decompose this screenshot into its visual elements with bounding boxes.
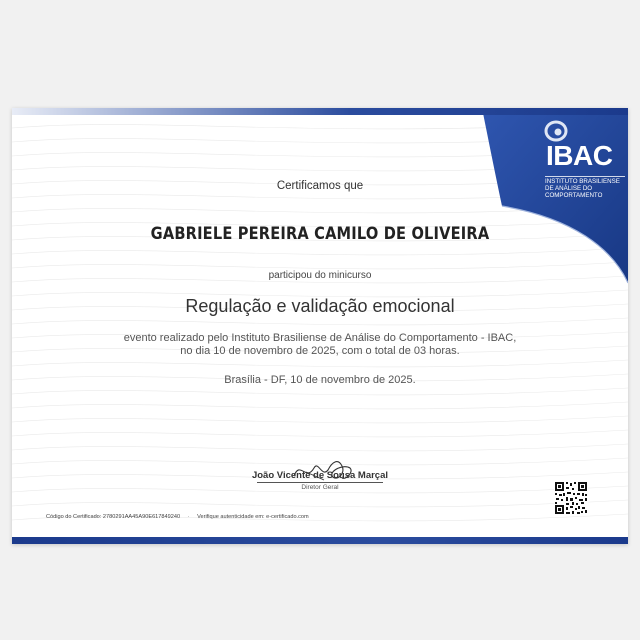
event-line-1: evento realizado pelo Instituto Brasiliense de Análise do Comportamento - IBAC, xyxy=(123,332,517,344)
signer-role: Diretor Geral xyxy=(301,484,339,491)
course-title: Regulação e validação emocional xyxy=(185,296,455,316)
code-value: 2780291AA45A90E617849240 xyxy=(102,514,181,520)
footer-separator: · xyxy=(187,514,190,520)
participation-text: participou do minicurso xyxy=(268,270,372,281)
certify-intro: Certificamos que xyxy=(276,180,364,192)
place-date: Brasília - DF, 10 de novembro de 2025. xyxy=(224,374,416,386)
logo-subtitle-line-1: INSTITUTO BRASILIENSE xyxy=(545,178,620,185)
signer-name: João Vicente de Sousa Marçal xyxy=(251,470,389,481)
logo-wordmark: IBAC xyxy=(546,140,613,171)
recipient-name: GABRIELE PEREIRA CAMILO DE OLIVEIRA xyxy=(150,224,490,244)
logo-subtitle-line-3: COMPORTAMENTO xyxy=(545,192,603,199)
verify-text: Verifique autenticidade em: e-certificado.com xyxy=(197,514,309,520)
certificate xyxy=(12,108,628,544)
code-label: Código do Certificado: xyxy=(46,514,102,520)
bottom-band xyxy=(12,537,628,544)
qr-code-icon xyxy=(554,481,588,515)
event-description xyxy=(12,332,628,358)
logo-subtitle-line-2: DE ANÁLISE DO xyxy=(545,185,593,192)
certificate-footer xyxy=(46,514,309,520)
signature-line xyxy=(257,482,383,483)
top-band xyxy=(12,108,628,115)
event-line-2: no dia 10 de novembro de 2025, com o total de 03 horas. xyxy=(180,345,460,357)
